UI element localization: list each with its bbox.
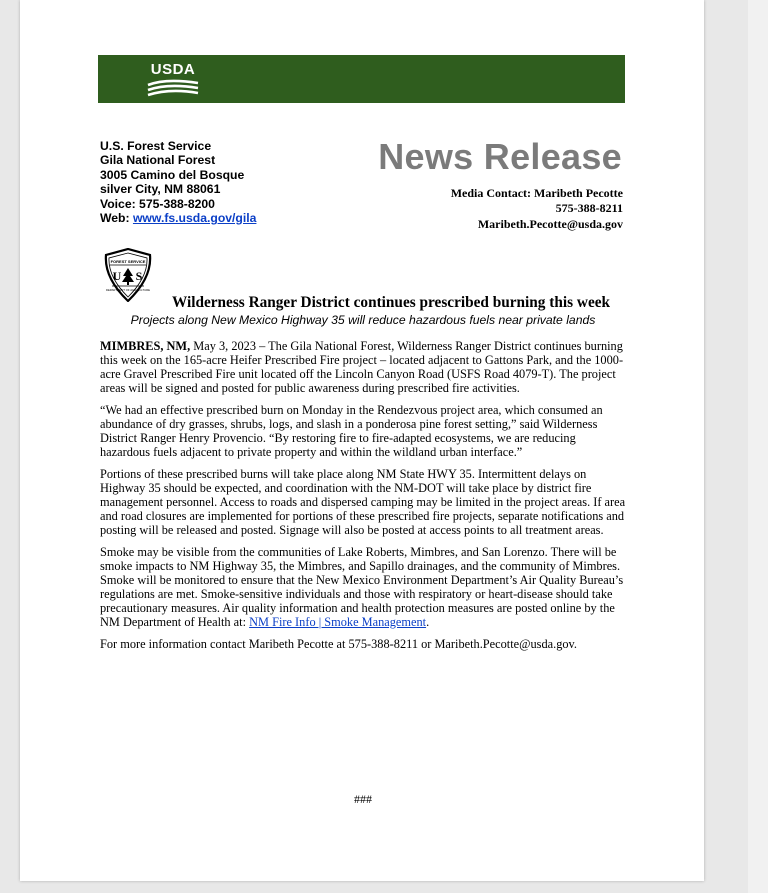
web-link[interactable]: www.fs.usda.gov/gila: [132, 211, 257, 226]
shield-bottom-text: DEPARTMENT OF AGRICULTURE: [105, 288, 151, 292]
document-page: [20, 0, 704, 881]
article-body: [100, 340, 626, 661]
paragraph-contact: For more information contact Maribeth Pecotte at 575-388-8211 or Maribeth.Pecotte@usda.gov.: [100, 637, 577, 652]
usda-logo-text: USDA: [150, 61, 196, 78]
usda-banner: [98, 55, 625, 103]
paragraph-smoke-end: .: [426, 614, 430, 629]
media-contact-email: Maribeth.Pecotte@usda.gov: [477, 216, 623, 231]
paragraph-quote: “We had an effective prescribed burn on Monday in the Rendezvous project area, which consumed an abundance of dry grasses, shrubs, logs, and slash in a ponderosa pine forest setting,” said Wilderness District Ranger Henry Provencio. “By restoring fire to fire-adapted ecosystems, we are reducing hazardous fuels adjacent to private property and within the wildland urban interface.”: [100, 403, 603, 459]
usda-hills-icon: [146, 79, 200, 99]
office-address: [100, 139, 340, 225]
shield-letter-u: U: [112, 269, 122, 283]
address-line-agency: U.S. Forest Service: [100, 139, 212, 153]
media-contact-phone: 575-388-8211: [555, 201, 623, 216]
paragraph-smoke: [100, 546, 626, 629]
forest-service-shield-icon: [102, 248, 154, 302]
address-line-street: 3005 Camino del Bosque: [100, 167, 245, 182]
paragraph-lead: [100, 340, 626, 396]
address-voice: Voice: 575-388-8200: [100, 196, 215, 211]
paragraph-road-delays: Portions of these prescribed burns will take place along NM State HWY 35. Intermittent delays on Highway 35 should be expected, and coordination with the NM-DOT will take place by district fire management personnel. Access to roads and dispersed camping may be limited in the project areas. If area and road closures are implemented for portions of these prescribed fire projects, separate notifications and posting will be released and posted. Signage will also be posted at access points to all treatment areas.: [100, 467, 626, 537]
media-contact: [350, 186, 623, 232]
shield-letter-s: S: [135, 269, 143, 283]
vertical-scrollbar[interactable]: [748, 0, 768, 893]
address-web: [100, 211, 340, 225]
article-subheadline: Projects along New Mexico Highway 35 will reduce hazardous fuels near private lands: [130, 313, 596, 327]
address-line-forest: Gila National Forest: [100, 153, 216, 168]
end-mark: ###: [354, 792, 372, 806]
media-contact-name: Media Contact: Maribeth Pecotte: [450, 186, 623, 200]
smoke-management-link[interactable]: NM Fire Info | Smoke Management: [249, 614, 427, 629]
article-headline: Wilderness Ranger District continues prescribed burning this week: [171, 294, 611, 311]
shield-top-text: FOREST SERVICE: [110, 259, 146, 264]
news-release-title: News Release: [378, 136, 622, 177]
address-line-city: silver City, NM 88061: [100, 182, 221, 197]
paragraph-smoke-text: Smoke may be visible from the communities of Lake Roberts, Mimbres, and San Lorenzo. There will be smoke impacts to NM Highway 35, the Mimbres, and Sapillo drainages, and the community of Mimbres. Smoke will be monitored to ensure that the New Mexico Environment Department’s Air Quality Bureau’s regulations are met. Smoke-sensitive individuals and those with respiratory or heart-disease should take precautionary measures. Air quality information and health protection measures are posted online by the NM Department of Health at:: [100, 545, 624, 629]
dateline: MIMBRES, NM,: [100, 339, 191, 353]
web-label: Web:: [100, 211, 133, 226]
paragraph-lead-text: May 3, 2023 – The Gila National Forest, Wilderness Ranger District continues burning this week on the 165-acre Heifer Prescribed Fire project – located adjacent to Gattons Park, and the 1000-acre Gravel Prescribed Fire unit located off the Lincoln Canyon Road (USFS Road 4079-T). The project areas will be signed and posted for public awareness during prescribed fire activities.: [100, 339, 624, 395]
usda-logo: [146, 61, 200, 99]
